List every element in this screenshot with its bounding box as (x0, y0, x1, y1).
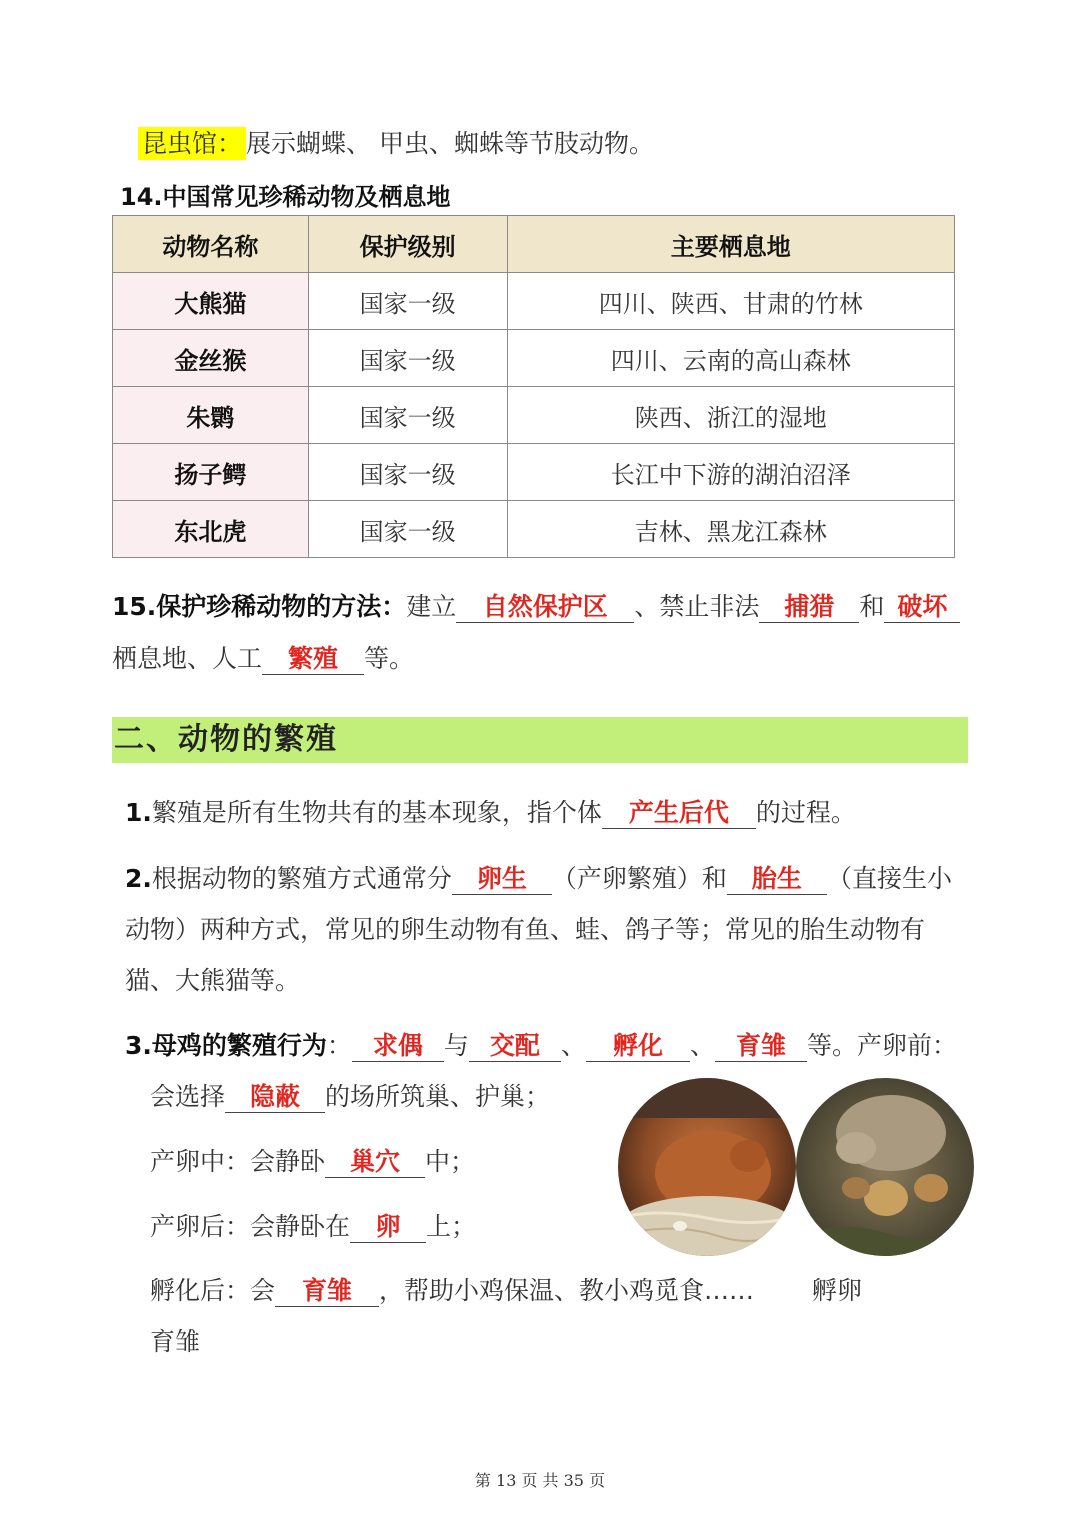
answer-blank: 产生后代 (602, 798, 756, 829)
hen-with-chicks-photo (796, 1078, 974, 1256)
answer-blank: 胎生 (727, 864, 827, 895)
answer-blank: 捕猎 (759, 592, 859, 623)
para2-line1 (125, 862, 952, 896)
para3-line2 (150, 1080, 550, 1114)
para-text: 产卵中：会静卧 (150, 1147, 326, 1176)
protection-level: 国家一级 (308, 273, 507, 330)
insect-hall-text: 展示蝴蝶、 甲虫、蜘蛛等节肢动物。 (246, 129, 654, 158)
protection-level: 国家一级 (308, 330, 507, 387)
answer-blank: 巢穴 (325, 1147, 425, 1178)
animal-name: 金丝猴 (113, 330, 309, 387)
header-protection-level: 保护级别 (308, 216, 507, 273)
item15-text: 、禁止非法 (634, 592, 760, 621)
para3-line3 (150, 1145, 475, 1179)
para-number: 1. (125, 798, 152, 827)
para-text: （直接生小 (826, 864, 952, 893)
item15-title: 15.保护珍稀动物的方法： (112, 592, 407, 621)
table-row (113, 444, 955, 501)
rare-animals-table (112, 215, 955, 558)
habitat: 四川、云南的高山森林 (507, 330, 954, 387)
answer-blank: 自然保护区 (456, 592, 634, 623)
item15-text: 和 (859, 592, 885, 621)
para-text: 繁殖是所有生物共有的基本现象，指个体 (151, 798, 602, 827)
section-heading: 二、动物的繁殖 (114, 722, 338, 757)
table-row (113, 387, 955, 444)
table-row (113, 501, 955, 558)
habitat: 吉林、黑龙江森林 (507, 501, 954, 558)
hen-incubating-photo (618, 1078, 796, 1256)
para1 (125, 796, 856, 830)
para-text: 与 (443, 1031, 469, 1060)
photo-caption-incubate: 孵卵 (812, 1276, 863, 1305)
item14-title: 14.中国常见珍稀动物及栖息地 (120, 183, 451, 211)
animal-name: 东北虎 (113, 501, 309, 558)
animal-name: 大熊猫 (113, 273, 309, 330)
answer-blank: 育雏 (715, 1031, 807, 1062)
para2-line3: 猫、大熊猫等。 (125, 966, 301, 995)
insect-hall-label: 昆虫馆： (138, 127, 246, 160)
insect-hall-line (138, 127, 654, 161)
para-text: （产卵繁殖）和 (551, 864, 727, 893)
header-animal-name: 动物名称 (113, 216, 309, 273)
para-text: 会选择 (150, 1082, 226, 1111)
habitat: 四川、陕西、甘肃的竹林 (507, 273, 954, 330)
item15-text: 栖息地、人工 (112, 644, 263, 673)
answer-blank: 隐蔽 (225, 1082, 325, 1113)
para-text: 等。产卵前： (806, 1031, 957, 1060)
photo-caption-rearing: 育雏 (150, 1327, 201, 1356)
protection-level: 国家一级 (308, 444, 507, 501)
para-number: 2. (125, 864, 152, 893)
para3-line5 (150, 1274, 754, 1308)
answer-blank: 卵生 (452, 864, 552, 895)
para-text: 、 (560, 1031, 586, 1060)
para-text: 中； (425, 1147, 476, 1176)
header-habitat: 主要栖息地 (507, 216, 954, 273)
protection-level: 国家一级 (308, 387, 507, 444)
para-text: ： (326, 1031, 352, 1060)
page-number-footer: 第 13 页 共 35 页 (474, 1471, 606, 1490)
answer-blank: 破坏 (884, 592, 960, 623)
para-text: 孵化后：会 (150, 1276, 276, 1305)
para3-line4 (150, 1210, 476, 1244)
answer-blank: 孵化 (586, 1031, 690, 1062)
table-header-row (113, 216, 955, 273)
answer-blank: 交配 (469, 1031, 561, 1062)
protection-level: 国家一级 (308, 501, 507, 558)
para-text: 、 (689, 1031, 715, 1060)
habitat: 长江中下游的湖泊沼泽 (507, 444, 954, 501)
table-row (113, 273, 955, 330)
para-text: 产卵后：会静卧在 (150, 1212, 351, 1241)
animal-name: 扬子鳄 (113, 444, 309, 501)
para-heading: 3.母鸡的繁殖行为 (125, 1031, 327, 1060)
answer-blank: 卵 (350, 1212, 426, 1243)
para-text: 的过程。 (755, 798, 856, 827)
animal-name: 朱鹮 (113, 387, 309, 444)
item15-line1 (112, 590, 960, 624)
para3-line1 (125, 1029, 957, 1063)
item15-line2 (112, 642, 414, 676)
para-text: 的场所筑巢、护巢； (325, 1082, 551, 1111)
para-text: ，帮助小鸡保温、教小鸡觅食…… (379, 1276, 755, 1305)
item15-text: 等。 (364, 644, 415, 673)
table-row (113, 330, 955, 387)
para-text: 上； (426, 1212, 477, 1241)
answer-blank: 繁殖 (262, 644, 364, 675)
habitat: 陕西、浙江的湿地 (507, 387, 954, 444)
item15-text: 建立 (406, 592, 457, 621)
para2-line2: 动物）两种方式，常见的卵生动物有鱼、蛙、鸽子等；常见的胎生动物有 (125, 915, 926, 944)
para-text: 根据动物的繁殖方式通常分 (151, 864, 452, 893)
answer-blank: 求偶 (352, 1031, 444, 1062)
answer-blank: 育雏 (275, 1276, 379, 1307)
